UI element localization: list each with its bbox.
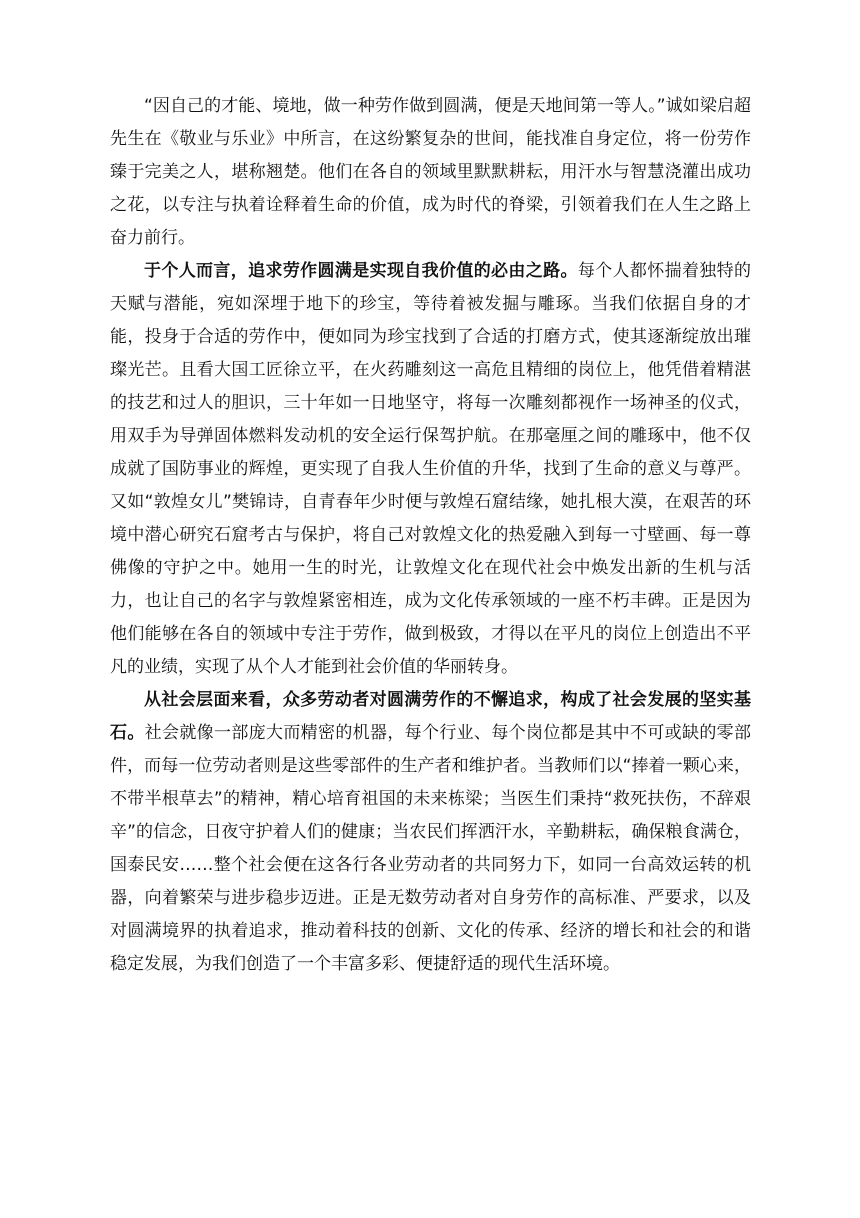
paragraph-society [110,684,751,981]
paragraph-individual [110,255,751,684]
paragraph-society-lead: 从社会层面来看，众多劳动者对圆满劳作的不懈追求，构成了社会发展的坚实基石。 [110,690,751,743]
paragraph-society-text: 社会就像一部庞大而精密的机器，每个行业、每个岗位都是其中不可或缺的零部件，而每一位劳动者则是这些零部件的生产者和维护者。当教师们以“捧着一颗心来，不带半根草去”的精神，精心培育祖国的未来栋梁；当医生们秉持“救死扶伤，不辞艰辛”的信念，日夜守护着人们的健康；当农民们挥洒汗水，辛勤耕耘，确保粮食满仓，国泰民安……整个社会便在这各行各业劳动者的共同努力下，如同一台高效运转的机器，向着繁荣与进步稳步迈进。正是无数劳动者对自身劳作的高标准、严要求，以及对圆满境界的执着追求，推动着科技的创新、文化的传承、经济的增长和社会的和谐稳定发展，为我们创造了一个丰富多彩、便捷舒适的现代生活环境。 [110,723,752,974]
paragraph-individual-lead: 于个人而言，追求劳作圆满是实现自我价值的必由之路。 [144,261,578,281]
paragraph-intro [110,90,751,255]
document-page [110,90,751,981]
paragraph-individual-text: 每个人都怀揣着独特的天赋与潜能，宛如深埋于地下的珍宝，等待着被发掘与雕琢。当我们依据自身的才能，投身于合适的劳作中，便如同为珍宝找到了合适的打磨方式，使其逐渐绽放出璀璨光芒。且看大国工匠徐立平，在火药雕刻这一高危且精细的岗位上，他凭借着精湛的技艺和过人的胆识，三十年如一日地坚守，将每一次雕刻都视作一场神圣的仪式，用双手为导弹固体燃料发动机的安全运行保驾护航。在那毫厘之间的雕琢中，他不仅成就了国防事业的辉煌，更实现了自我人生价值的升华，找到了生命的意义与尊严。又如“敦煌女儿”樊锦诗，自青春年少时便与敦煌石窟结缘，她扎根大漠，在艰苦的环境中潜心研究石窟考古与保护，将自己对敦煌文化的热爱融入到每一寸壁画、每一尊佛像的守护之中。她用一生的时光，让敦煌文化在现代社会中焕发出新的生机与活力，也让自己的名字与敦煌紧密相连，成为文化传承领域的一座不朽丰碑。正是因为他们能够在各自的领域中专注于劳作，做到极致，才得以在平凡的岗位上创造出不平凡的业绩，实现了从个人才能到社会价值的华丽转身。 [110,261,752,677]
paragraph-intro-text: “因自己的才能、境地，做一种劳作做到圆满，便是天地间第一等人。”诚如梁启超先生在《敬业与乐业》中所言，在这纷繁复杂的世间，能找准自身定位，将一份劳作臻于完美之人，堪称翘楚。他们在各自的领域里默默耕耘，用汗水与智慧浇灌出成功之花，以专注与执着诠释着生命的价值，成为时代的脊梁，引领着我们在人生之路上奋力前行。 [110,96,751,248]
